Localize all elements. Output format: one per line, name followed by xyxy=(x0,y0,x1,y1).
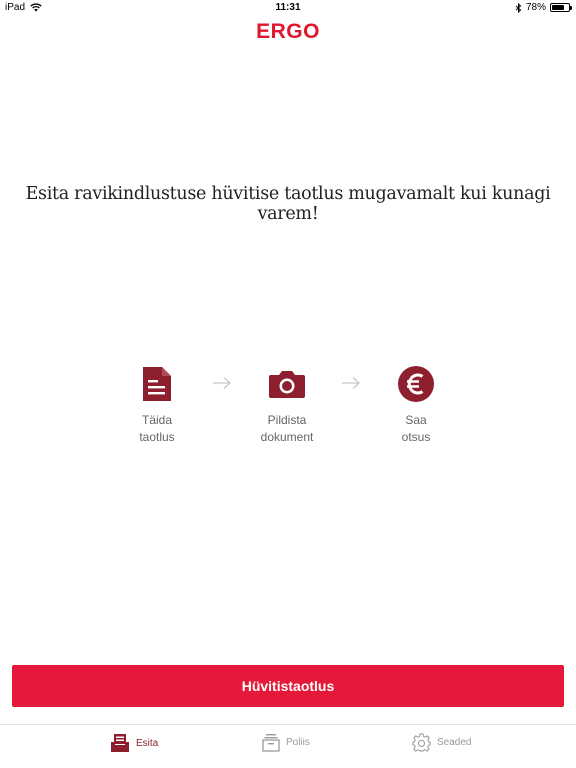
tab-bar xyxy=(0,724,576,768)
status-time: 11:31 xyxy=(275,2,301,13)
step-label: Saa otsus xyxy=(401,413,431,444)
battery-icon xyxy=(550,3,570,12)
steps-row xyxy=(0,364,576,454)
status-bar xyxy=(0,0,576,16)
tab-label: Seaded xyxy=(437,737,472,748)
step-fill-form xyxy=(107,364,207,446)
tab-label: Esita xyxy=(136,737,159,749)
tab-poliis[interactable] xyxy=(262,733,310,752)
tab-esita[interactable] xyxy=(110,733,158,753)
device-name: iPad xyxy=(5,2,26,13)
camera-icon xyxy=(267,364,307,404)
ergo-logo: ERGO xyxy=(256,20,320,43)
arrow-right-icon xyxy=(212,376,232,390)
tab-seaded[interactable] xyxy=(412,733,471,752)
step-get-decision xyxy=(366,364,466,446)
submit-claim-button[interactable]: Hüvitistaotlus xyxy=(12,665,564,707)
battery-fill xyxy=(552,5,564,10)
document-icon xyxy=(137,364,177,404)
page-headline: Esita ravikindlustuse hüvitise taotlus mugavamalt kui kunagi varem! xyxy=(25,184,551,224)
gear-icon xyxy=(412,733,431,752)
battery-percent: 78% xyxy=(525,2,546,13)
euro-icon xyxy=(396,364,436,404)
step-label: Täida taotlus xyxy=(139,413,175,444)
step-photograph xyxy=(237,364,337,446)
archive-icon xyxy=(262,733,280,752)
inbox-icon xyxy=(110,733,130,753)
arrow-right-icon xyxy=(341,376,361,390)
step-label: Pildista dokument xyxy=(260,413,314,444)
status-right xyxy=(515,2,570,13)
tab-label: Poliis xyxy=(286,737,310,748)
bluetooth-icon xyxy=(515,3,522,13)
